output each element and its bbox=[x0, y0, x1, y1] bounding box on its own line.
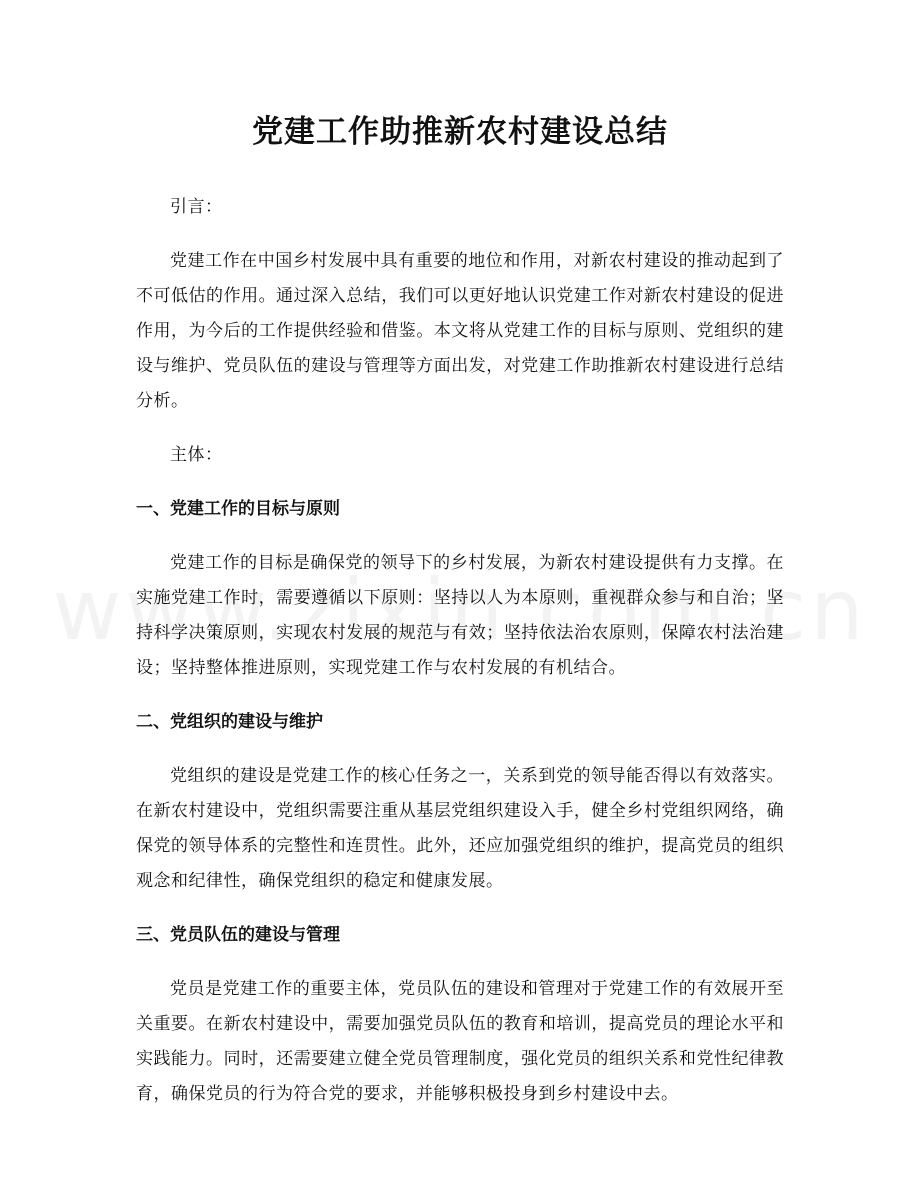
intro-paragraph: 党建工作在中国乡村发展中具有重要的地位和作用，对新农村建设的推动起到了不可低估的作用。通过深入总结，我们可以更好地认识党建工作对新农村建设的促进作用，为今后的工作提供经验和借鉴。本文将从党建工作的目标与原则、党组织的建设与维护、党员队伍的建设与管理等方面出发，对党建工作助推新农村建设进行总结分析。 bbox=[136, 251, 784, 411]
section-heading: 一、党建工作的目标与原则 bbox=[136, 499, 340, 519]
section-paragraph: 党组织的建设是党建工作的核心任务之一，关系到党的领导能否得以有效落实。在新农村建设中，党组织需要注重从基层党组织建设入手，健全乡村党组织网络，确保党的领导体系的完整性和连贯性。此外，还应加强党组织的维护，提高党员的组织观念和纪律性，确保党组织的稳定和健康发展。 bbox=[136, 766, 784, 891]
section-paragraph: 党员是党建工作的重要主体，党员队伍的建设和管理对于党建工作的有效展开至关重要。在新农村建设中，需要加强党员队伍的教育和培训，提高党员的理论水平和实践能力。同时，还需要建立健全党员管理制度，强化党员的组织关系和党性纪律教育，确保党员的行为符合党的要求，并能够积极投身到乡村建设中去。 bbox=[136, 979, 784, 1104]
section-paragraph: 党建工作的目标是确保党的领导下的乡村发展，为新农村建设提供有力支撑。在实施党建工作时，需要遵循以下原则：坚持以人为本原则，重视群众参与和自治；坚持科学决策原则，实现农村发展的规范与有效；坚持依法治农原则，保障农村法治建设；坚持整体推进原则，实现党建工作与农村发展的有机结合。 bbox=[136, 553, 784, 678]
document-title: 党建工作助推新农村建设总结 bbox=[252, 114, 668, 150]
section-1 bbox=[136, 492, 784, 686]
section-heading: 二、党组织的建设与维护 bbox=[136, 712, 323, 732]
body-label: 主体： bbox=[170, 445, 223, 465]
section-3 bbox=[136, 918, 784, 1112]
intro-label: 引言： bbox=[170, 197, 223, 217]
section-heading: 三、党员队伍的建设与管理 bbox=[136, 925, 340, 945]
section-2 bbox=[136, 705, 784, 899]
